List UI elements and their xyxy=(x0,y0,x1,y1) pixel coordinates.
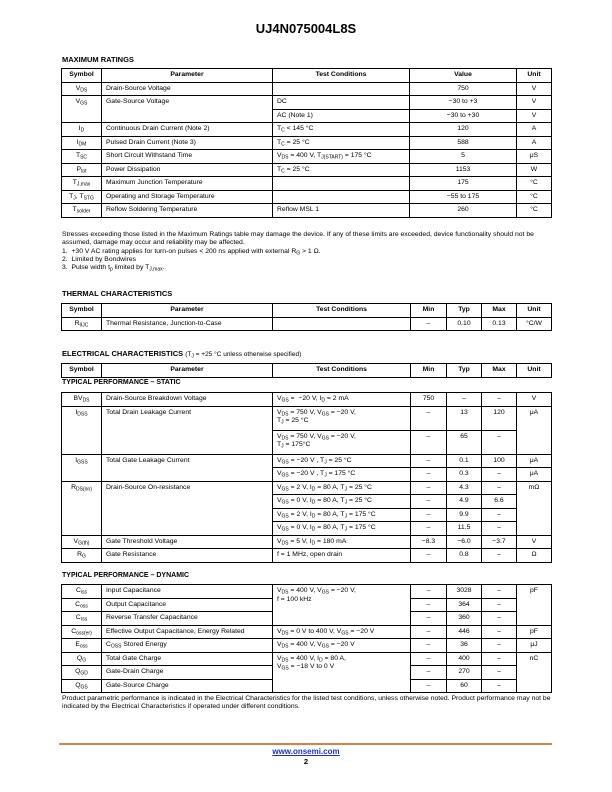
value-cell: −55 to 175 xyxy=(410,190,517,204)
thermal-heading: THERMAL CHARACTERISTICS xyxy=(62,289,173,298)
min-cell: – xyxy=(411,585,447,599)
condition-cell: $V_{DS} = 0$ V to 400 V, $V_{GS} = -20$ V xyxy=(273,625,411,639)
table-row xyxy=(62,163,552,177)
max-cell: – xyxy=(482,522,517,536)
typ-cell: 360 xyxy=(447,612,482,626)
parameter-cell: Short Circuit Withstand Time xyxy=(102,150,273,164)
dynamic-section-label: TYPICAL PERFORMANCE – DYNAMIC xyxy=(62,572,190,579)
min-cell: – xyxy=(411,508,447,522)
typ-cell: – xyxy=(447,393,482,407)
electrical-footnote: Product parametric performance is indicated in the Electrical Characteristics for the listed test conditions, unless otherwise noted. Product performance may not be indicated by the Electrical Characteristics if operated under different conditions. xyxy=(62,695,551,711)
website-link[interactable]: www.onsemi.com xyxy=(272,747,340,756)
condition-cell: f = 1 MHz, open drain xyxy=(273,549,411,563)
condition-cell: $V_{DS} = 750$ V, $V_{GS} = -20$ V, $T_J = 25$ °C xyxy=(273,406,411,430)
parameter-cell: $C_{OSS}$ Stored Energy xyxy=(102,639,273,653)
col-header: Parameter xyxy=(102,69,273,83)
col-header: Symbol xyxy=(62,69,102,83)
col-header: Min xyxy=(411,304,447,318)
typ-cell: −6.0 xyxy=(447,535,482,549)
condition-cell: $V_{DS} = 400$ V, $V_{GS} = -20$ V, f = 100 kHz xyxy=(273,585,411,626)
value-cell: 1153 xyxy=(410,163,517,177)
unit-cell: μA xyxy=(517,468,552,482)
max-cell: – xyxy=(482,639,517,653)
max-cell: – xyxy=(482,585,517,599)
parameter-cell: Thermal Resistance, Junction-to-Case xyxy=(102,317,273,331)
col-header: Test Conditions xyxy=(273,304,411,318)
typ-cell: 0.10 xyxy=(447,317,482,331)
table-row xyxy=(62,317,552,331)
table-row xyxy=(62,177,552,191)
unit-cell: mΩ xyxy=(517,481,552,535)
max-cell: – xyxy=(482,652,517,666)
typ-cell: 3028 xyxy=(447,585,482,599)
value-cell: −30 to +30 xyxy=(410,109,517,123)
symbol-cell: $R_G$ xyxy=(62,549,102,563)
min-cell: – xyxy=(411,652,447,666)
unit-cell: W xyxy=(517,163,552,177)
electrical-heading-note: ($T_J = +25$ °C unless otherwise specified) xyxy=(185,351,302,360)
max-cell: – xyxy=(482,612,517,626)
parameter-cell: Total Gate Charge xyxy=(102,652,273,666)
col-header: Unit xyxy=(517,364,552,378)
parameter-cell: Drain-Source Voltage xyxy=(102,82,273,96)
table-row xyxy=(62,625,552,639)
col-header: Test Conditions xyxy=(273,69,410,83)
condition-cell xyxy=(273,177,410,191)
max-cell: – xyxy=(482,393,517,407)
max-cell: – xyxy=(482,508,517,522)
footer-rule xyxy=(59,743,552,745)
parameter-cell: Gate-Source Charge xyxy=(102,679,273,693)
max-cell: – xyxy=(482,679,517,693)
min-cell: – xyxy=(411,454,447,468)
table-row xyxy=(62,406,552,430)
parameter-cell: Reflow Soldering Temperature xyxy=(102,204,273,218)
condition-cell: $V_{GS} = -20$ V , $T_J = 25$ °C xyxy=(273,454,411,468)
max-ratings-table xyxy=(61,68,552,218)
symbol-cell: $Q_G$ xyxy=(62,652,102,666)
symbol-cell: $I_D$ xyxy=(62,123,102,137)
unit-cell: Ω xyxy=(517,549,552,563)
unit-cell: μS xyxy=(517,150,552,164)
min-cell: – xyxy=(411,666,447,680)
parameter-cell: Gate Threshold Voltage xyxy=(102,535,273,549)
condition-cell: $V_{DS} = 5$ V, $I_D = 180$ mA xyxy=(273,535,411,549)
min-cell: – xyxy=(411,481,447,495)
min-cell: – xyxy=(411,495,447,509)
unit-cell: V xyxy=(517,109,552,123)
max-ratings-heading: MAXIMUM RATINGS xyxy=(62,55,134,64)
table-row xyxy=(62,96,552,110)
col-header: Typ xyxy=(447,304,482,318)
typ-cell: 270 xyxy=(447,666,482,680)
symbol-cell: $C_{rss}$ xyxy=(62,612,102,626)
col-header: Min xyxy=(411,364,447,378)
min-cell: – xyxy=(411,406,447,430)
parameter-cell: Total Drain Leakage Current xyxy=(102,406,273,454)
col-header: Unit xyxy=(517,304,552,318)
table-row xyxy=(62,481,552,495)
condition-cell: $V_{GS} = 0$ V, $I_D = 80$ A, $T_J = 175$ °C xyxy=(273,522,411,536)
typ-cell: 0.8 xyxy=(447,549,482,563)
max-cell: – xyxy=(482,625,517,639)
static-table xyxy=(61,392,552,563)
parameter-cell: Gate-Drain Charge xyxy=(102,666,273,680)
page-number: 2 xyxy=(303,757,309,766)
min-cell: – xyxy=(411,679,447,693)
page-title: UJ4N075004L8S xyxy=(255,21,357,36)
condition-cell: $T_C = 25$ °C xyxy=(273,163,410,177)
static-section-label: TYPICAL PERFORMANCE – STATIC xyxy=(62,379,181,386)
table-row xyxy=(62,190,552,204)
value-cell: 588 xyxy=(410,136,517,150)
min-cell: 750 xyxy=(411,393,447,407)
parameter-cell: Gate Resistance xyxy=(102,549,273,563)
condition-cell: $V_{GS} = 2$ V, $I_D = 80$ A, $T_J = 25$ °C xyxy=(273,481,411,495)
table-header-row xyxy=(62,364,552,378)
col-header: Typ xyxy=(447,364,482,378)
condition-cell: $V_{GS} = 2$ V, $I_D = 80$ A, $T_J = 175$ °C xyxy=(273,508,411,522)
min-cell: – xyxy=(411,317,447,331)
parameter-cell: Total Gate Leakage Current xyxy=(102,454,273,481)
max-cell: −3.7 xyxy=(482,535,517,549)
min-cell: – xyxy=(411,549,447,563)
typ-cell: 36 xyxy=(447,639,482,653)
max-cell: 100 xyxy=(482,454,517,468)
symbol-cell: $V_{G(th)}$ xyxy=(62,535,102,549)
condition-cell: $V_{DS} = 750$ V, $V_{GS} = -20$ V, $T_J = 175^\circ C$ xyxy=(273,430,411,454)
max-cell: 0.13 xyxy=(482,317,517,331)
table-header-row xyxy=(62,69,552,83)
table-row xyxy=(62,549,552,563)
max-cell: 120 xyxy=(482,406,517,430)
max-cell: – xyxy=(482,481,517,495)
col-header: Max xyxy=(482,304,517,318)
table-row xyxy=(62,123,552,137)
min-cell: – xyxy=(411,639,447,653)
condition-cell: $V_{DS} = 400$ V, $I_D = 80$ A, $V_{GS} = -18$ V to 0 V xyxy=(273,652,411,693)
typ-cell: 13 xyxy=(447,406,482,430)
max-cell: – xyxy=(482,598,517,612)
col-header: Unit xyxy=(517,69,552,83)
min-cell: – xyxy=(411,598,447,612)
unit-cell: °C xyxy=(517,177,552,191)
parameter-cell: Drain-Source On-resistance xyxy=(102,481,273,535)
col-header: Symbol xyxy=(62,364,102,378)
col-header: Parameter xyxy=(102,304,273,318)
unit-cell: °C xyxy=(517,190,552,204)
table-row xyxy=(62,204,552,218)
symbol-cell: $P_{tot}$ xyxy=(62,163,102,177)
value-cell: 5 xyxy=(410,150,517,164)
condition-cell: Reflow MSL 1 xyxy=(273,204,410,218)
condition-cell: $T_C = 25$ °C xyxy=(273,136,410,150)
condition-cell: $V_{GS} = -20$ V , $T_J = 175$ °C xyxy=(273,468,411,482)
symbol-cell: $C_{oss}$ xyxy=(62,598,102,612)
unit-cell: °C xyxy=(517,204,552,218)
condition-cell xyxy=(273,317,411,331)
symbol-cell: $I_{DSS}$ xyxy=(62,406,102,454)
electrical-heading: ELECTRICAL CHARACTERISTICS ($T_J = +25$ °C unless otherwise specified) xyxy=(62,349,302,360)
unit-cell: A xyxy=(517,136,552,150)
condition-cell: DC xyxy=(273,96,410,110)
min-cell: – xyxy=(411,430,447,454)
value-cell: 120 xyxy=(410,123,517,137)
table-row xyxy=(62,150,552,164)
min-cell: – xyxy=(411,625,447,639)
max-ratings-notes xyxy=(62,231,554,272)
thermal-table xyxy=(61,303,552,331)
parameter-cell: Maximum Junction Temperature xyxy=(102,177,273,191)
symbol-cell: $C_{iss}$ xyxy=(62,585,102,599)
max-cell: – xyxy=(482,549,517,563)
table-row xyxy=(62,136,552,150)
parameter-cell: Output Capacitance xyxy=(102,598,273,612)
table-row xyxy=(62,639,552,653)
col-header: Test Conditions xyxy=(273,364,411,378)
col-header: Max xyxy=(482,364,517,378)
unit-cell: V xyxy=(517,82,552,96)
typ-cell: 9.9 xyxy=(447,508,482,522)
symbol-cell: $Q_{GD}$ xyxy=(62,666,102,680)
min-cell: −8.3 xyxy=(411,535,447,549)
value-cell: 750 xyxy=(410,82,517,96)
symbol-cell: $E_{oss}$ xyxy=(62,639,102,653)
table-row xyxy=(62,652,552,666)
col-header: Symbol xyxy=(62,304,102,318)
symbol-cell: $T_{SC}$ xyxy=(62,150,102,164)
typ-cell: 65 xyxy=(447,430,482,454)
typ-cell: 364 xyxy=(447,598,482,612)
unit-cell: μJ xyxy=(517,639,552,653)
typ-cell: 4.3 xyxy=(447,481,482,495)
max-cell: 6.6 xyxy=(482,495,517,509)
typ-cell: 400 xyxy=(447,652,482,666)
unit-cell: μA xyxy=(517,406,552,454)
min-cell: – xyxy=(411,612,447,626)
unit-cell: nC xyxy=(517,652,552,693)
condition-cell: $V_{DS} = 400$ V, $T_{J(START)} = 175$ °C xyxy=(273,150,410,164)
max-cell: – xyxy=(482,430,517,454)
parameter-cell: Gate-Source Voltage xyxy=(102,96,273,123)
condition-cell xyxy=(273,82,410,96)
condition-cell xyxy=(273,190,410,204)
symbol-cell: $I_{DM}$ xyxy=(62,136,102,150)
note-2: 2. Limited by Bondwires xyxy=(62,255,137,263)
symbol-cell: $BV_{DS}$ xyxy=(62,393,102,407)
table-row xyxy=(62,393,552,407)
typ-cell: 11.5 xyxy=(447,522,482,536)
parameter-cell: Power Dissipation xyxy=(102,163,273,177)
max-cell: – xyxy=(482,468,517,482)
symbol-cell: $T_J$, $T_{STG}$ xyxy=(62,190,102,204)
electrical-header-table xyxy=(61,363,552,378)
condition-cell: $V_{GS} = -20$ V, $I_D = 2$ mA xyxy=(273,393,411,407)
table-row xyxy=(62,535,552,549)
min-cell: – xyxy=(411,522,447,536)
unit-cell: pF xyxy=(517,625,552,639)
min-cell: – xyxy=(411,468,447,482)
symbol-cell: $T_{J,max}$ xyxy=(62,177,102,191)
symbol-cell: $R_{\theta JC}$ xyxy=(62,317,102,331)
condition-cell: $V_{GS} = 0$ V, $I_D = 80$ A, $T_J = 25$ °C xyxy=(273,495,411,509)
symbol-cell: $C_{oss(er)}$ xyxy=(62,625,102,639)
table-row xyxy=(62,82,552,96)
unit-cell: A xyxy=(517,123,552,137)
parameter-cell: Operating and Storage Temperature xyxy=(102,190,273,204)
symbol-cell: $T_{solder}$ xyxy=(62,204,102,218)
symbol-cell: $R_{DS(on)}$ xyxy=(62,481,102,535)
unit-cell: pF xyxy=(517,585,552,626)
condition-cell: $V_{DS} = 400$ V, $V_{GS} = -20$ V xyxy=(273,639,411,653)
col-header: Value xyxy=(410,69,517,83)
unit-cell: μA xyxy=(517,454,552,468)
typ-cell: 0.3 xyxy=(447,468,482,482)
value-cell: −30 to +3 xyxy=(410,96,517,110)
table-header-row xyxy=(62,304,552,318)
symbol-cell: $V_{GS}$ xyxy=(62,96,102,123)
max-cell: – xyxy=(482,666,517,680)
stress-note: Stresses exceeding those listed in the Maximum Ratings table may damage the device. If any of these limits are exceeded, device functionality should not be assumed, damage may occur and reliability may be affected. xyxy=(62,231,534,247)
condition-cell: AC (Note 1) xyxy=(273,109,410,123)
table-row xyxy=(62,454,552,468)
symbol-cell: $I_{GSS}$ xyxy=(62,454,102,481)
parameter-cell: Pulsed Drain Current (Note 3) xyxy=(102,136,273,150)
unit-cell: °C/W xyxy=(517,317,552,331)
note-1: 1. +30 V AC rating applies for turn-on pulses < 200 ns applied with external $R_G > 1$ Ω. xyxy=(62,247,321,257)
parameter-cell: Continuous Drain Current (Note 2) xyxy=(102,123,273,137)
value-cell: 175 xyxy=(410,177,517,191)
typ-cell: 60 xyxy=(447,679,482,693)
condition-cell: $T_C < 145$ °C xyxy=(273,123,410,137)
typ-cell: 4.9 xyxy=(447,495,482,509)
unit-cell: V xyxy=(517,535,552,549)
symbol-cell: $V_{DS}$ xyxy=(62,82,102,96)
parameter-cell: Drain-Source Breakdown Voltage xyxy=(102,393,273,407)
table-row xyxy=(62,585,552,599)
typ-cell: 446 xyxy=(447,625,482,639)
symbol-cell: $Q_{GS}$ xyxy=(62,679,102,693)
typ-cell: 0.1 xyxy=(447,454,482,468)
parameter-cell: Input Capacitance xyxy=(102,585,273,599)
parameter-cell: Effective Output Capacitance, Energy Related xyxy=(102,625,273,639)
value-cell: 260 xyxy=(410,204,517,218)
col-header: Parameter xyxy=(102,364,273,378)
unit-cell: V xyxy=(517,96,552,110)
unit-cell: V xyxy=(517,393,552,407)
parameter-cell: Reverse Transfer Capacitance xyxy=(102,612,273,626)
note-3: 3. Pulse width $t_p$ limited by $T_{J,max}$. xyxy=(62,264,165,273)
dynamic-table xyxy=(61,584,552,693)
